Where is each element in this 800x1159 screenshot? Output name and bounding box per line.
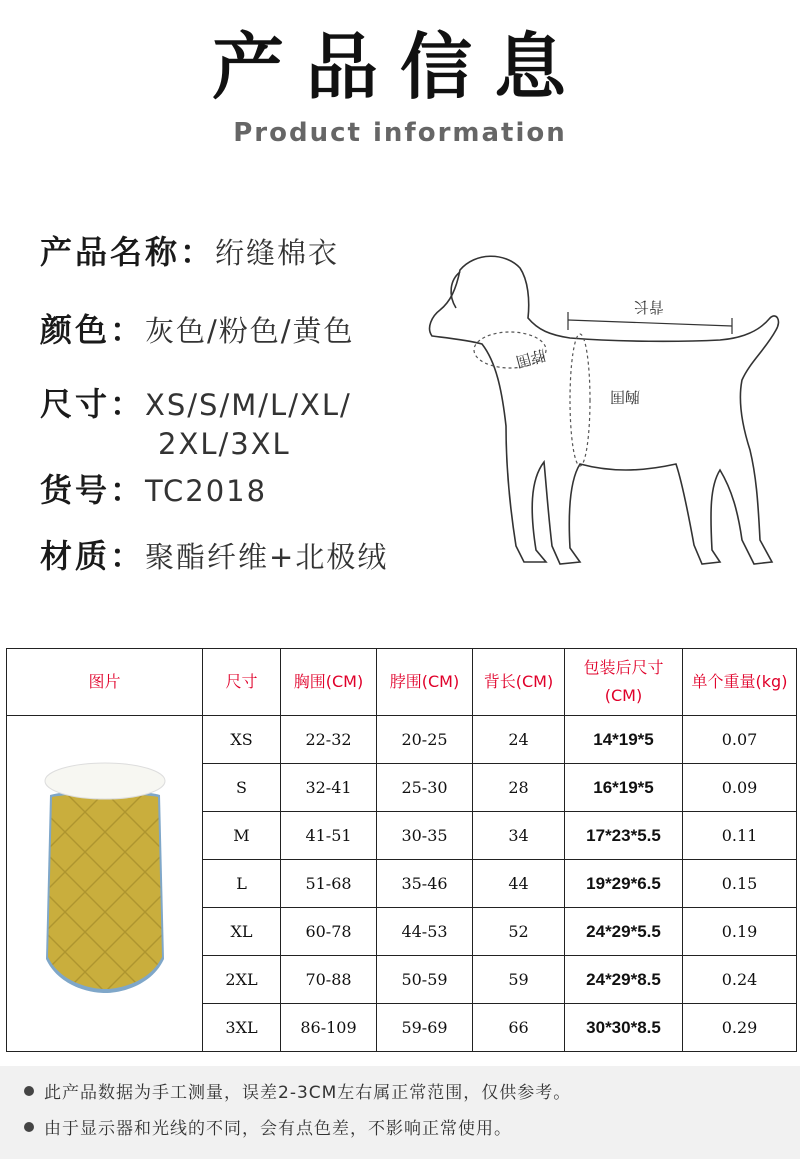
cell-weight: 0.29: [683, 1004, 797, 1052]
cell-chest: 32-41: [281, 764, 377, 812]
info-value: 绗缝棉衣: [215, 236, 340, 270]
header-back: 背长(CM): [473, 649, 565, 716]
cell-neck: 50-59: [377, 956, 473, 1004]
header-pack-unit: (CM): [604, 686, 643, 705]
info-value: 灰色/粉色/黄色: [145, 314, 355, 348]
cell-size: 3XL: [203, 1004, 281, 1052]
info-row-color: [40, 310, 355, 351]
page-subtitle: Product information: [233, 118, 567, 148]
cell-pack: 19*29*6.5: [565, 860, 683, 908]
note-item: [24, 1078, 571, 1103]
dog-measurement-diagram: [420, 250, 800, 590]
cell-back: 44: [473, 860, 565, 908]
size-table: [6, 648, 797, 1052]
cell-size: S: [203, 764, 281, 812]
info-key: 材质：: [40, 537, 146, 575]
cell-chest: 60-78: [281, 908, 377, 956]
info-row-size: [40, 384, 352, 461]
cell-weight: 0.15: [683, 860, 797, 908]
header-chest: 胸围(CM): [281, 649, 377, 716]
cell-neck: 20-25: [377, 716, 473, 764]
product-image-cell: [7, 716, 203, 1052]
cell-back: 28: [473, 764, 565, 812]
cell-weight: 0.11: [683, 812, 797, 860]
cell-neck: 30-35: [377, 812, 473, 860]
info-value-line2: 2XL/3XL: [158, 427, 291, 461]
cell-weight: 0.24: [683, 956, 797, 1004]
info-key: 尺寸：: [40, 385, 146, 423]
cell-back: 24: [473, 716, 565, 764]
quilted-coat-image: [30, 757, 180, 1007]
cell-chest: 51-68: [281, 860, 377, 908]
label-back-length: 背长: [633, 298, 664, 316]
note-item: [24, 1114, 512, 1139]
cell-pack: 30*30*8.5: [565, 1004, 683, 1052]
header-pack-label: 包装后尺寸: [583, 658, 664, 677]
cell-back: 66: [473, 1004, 565, 1052]
cell-pack: 16*19*5: [565, 764, 683, 812]
info-key: 产品名称：: [40, 233, 216, 271]
cell-chest: 41-51: [281, 812, 377, 860]
cell-chest: 22-32: [281, 716, 377, 764]
cell-neck: 59-69: [377, 1004, 473, 1052]
header-pack: [565, 649, 683, 716]
cell-pack: 14*19*5: [565, 716, 683, 764]
label-chest: 胸围: [609, 388, 640, 406]
header-image: 图片: [7, 649, 203, 716]
info-row-material: [40, 536, 388, 577]
table-row: [7, 716, 797, 764]
info-row-sku: [40, 470, 267, 511]
note-text: 由于显示器和光线的不同，会有点色差，不影响正常使用。: [44, 1119, 512, 1139]
cell-neck: 44-53: [377, 908, 473, 956]
notes-panel: [0, 1066, 800, 1159]
cell-chest: 86-109: [281, 1004, 377, 1052]
cell-weight: 0.09: [683, 764, 797, 812]
header-weight: 单个重量(kg): [683, 649, 797, 716]
header-size: 尺寸: [203, 649, 281, 716]
note-text: 此产品数据为手工测量，误差2-3CM左右属正常范围，仅供参考。: [44, 1083, 572, 1103]
table-header-row: [7, 649, 797, 716]
cell-size: L: [203, 860, 281, 908]
cell-pack: 17*23*5.5: [565, 812, 683, 860]
bullet-icon: [24, 1122, 34, 1132]
cell-back: 59: [473, 956, 565, 1004]
cell-neck: 35-46: [377, 860, 473, 908]
cell-pack: 24*29*5.5: [565, 908, 683, 956]
cell-size: 2XL: [203, 956, 281, 1004]
info-key: 货号：: [40, 471, 146, 509]
bullet-icon: [24, 1086, 34, 1096]
info-row-name: [40, 232, 339, 273]
cell-weight: 0.07: [683, 716, 797, 764]
dog-outline: [430, 256, 779, 564]
cell-back: 34: [473, 812, 565, 860]
info-value: 聚酯纤维+北极绒: [145, 540, 389, 574]
cell-size: M: [203, 812, 281, 860]
cell-size: XL: [203, 908, 281, 956]
label-neck: 脖围: [513, 345, 548, 371]
info-key: 颜色：: [40, 311, 146, 349]
cell-size: XS: [203, 716, 281, 764]
header-neck: 脖围(CM): [377, 649, 473, 716]
cell-chest: 70-88: [281, 956, 377, 1004]
info-value: TC2018: [145, 474, 268, 508]
cell-pack: 24*29*8.5: [565, 956, 683, 1004]
cell-back: 52: [473, 908, 565, 956]
info-value: XS/S/M/L/XL/: [145, 388, 352, 422]
cell-weight: 0.19: [683, 908, 797, 956]
cell-neck: 25-30: [377, 764, 473, 812]
page-title: 产品信息: [211, 25, 588, 109]
